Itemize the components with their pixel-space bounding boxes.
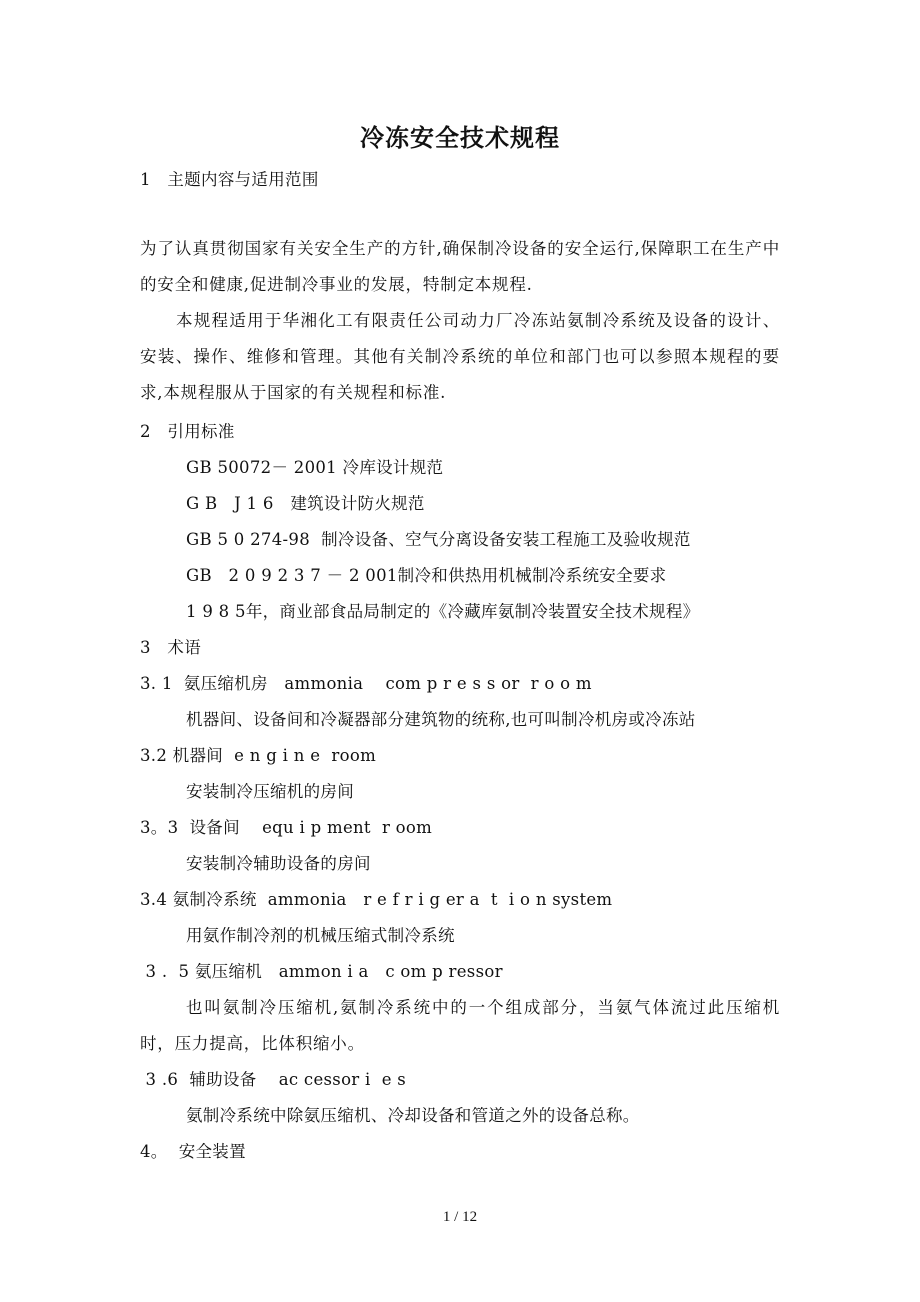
reference-item: GB 5 0 274-98 制冷设备、空气分离设备安装工程施工及验收规范 (186, 530, 691, 549)
term-definition: 安装制冷辅助设备的房间 (186, 854, 371, 873)
term-heading: 3. 1 氨压缩机房 ammonia com p r e s s or r o o m (140, 674, 592, 693)
reference-item: GB 2 0 9 2 3 7 － 2 001制冷和供热用机械制冷系统安全要求 (186, 566, 667, 585)
term-definition: 用氨作制冷剂的机械压缩式制冷系统 (186, 926, 455, 945)
reference-item: 1 9 8 5年，商业部食品局制定的《冷藏库氨制冷装置安全技术规程》 (186, 602, 700, 621)
section-heading-3: 3 术语 (140, 638, 202, 657)
term-definition: 安装制冷压缩机的房间 (186, 782, 354, 801)
term-definition: 机器间、设备间和冷凝器部分建筑物的统称,也可叫制冷机房或冷冻站 (186, 710, 696, 729)
term-heading: 3 . 5 氨压缩机 ammon i a c om p ressor (140, 962, 503, 981)
paragraph-purpose (140, 231, 780, 303)
section-heading-1: 1 主题内容与适用范围 (140, 170, 319, 189)
paragraph-scope-text: 本规程适用于华湘化工有限责任公司动力厂冷冻站氨制冷系统及设备的设计、安装、操作、维修和管理。其他有关制冷系统的单位和部门也可以参照本规程的要求,本规程服从于国家的有关规程和标准. (140, 311, 780, 402)
term-definition-text: 也叫氨制冷压缩机,氨制冷系统中的一个组成部分，当氨气体流过此压缩机时，压力提高，比体积缩小。 (140, 998, 780, 1053)
reference-item: GB 50072－ 2001 冷库设计规范 (186, 458, 444, 477)
term-heading: 3.2 机器间 e n g i n e room (140, 746, 377, 765)
section-heading-2: 2 引用标准 (140, 422, 235, 441)
term-heading: 3.4 氨制冷系统 ammonia r e f r i g er a t i o n system (140, 890, 613, 909)
document-title: 冷冻安全技术规程 (360, 124, 560, 152)
term-heading: 3 .6 辅助设备 ac cessor i e s (140, 1070, 407, 1089)
term-definition-wrapped (140, 990, 780, 1062)
page-number: 1 / 12 (442, 1209, 478, 1225)
term-definition: 氨制冷系统中除氨压缩机、冷却设备和管道之外的设备总称。 (186, 1106, 640, 1125)
paragraph-scope (140, 303, 780, 411)
reference-item: G B J 1 6 建筑设计防火规范 (186, 494, 425, 513)
paragraph-purpose-text: 为了认真贯彻国家有关安全生产的方针,确保制冷设备的安全运行,保障职工在生产中的安全和健康,促进制冷事业的发展，特制定本规程. (140, 239, 780, 294)
section-heading-4: 4。 安全装置 (140, 1142, 246, 1161)
term-heading: 3。3 设备间 equ i p ment r oom (140, 818, 433, 837)
